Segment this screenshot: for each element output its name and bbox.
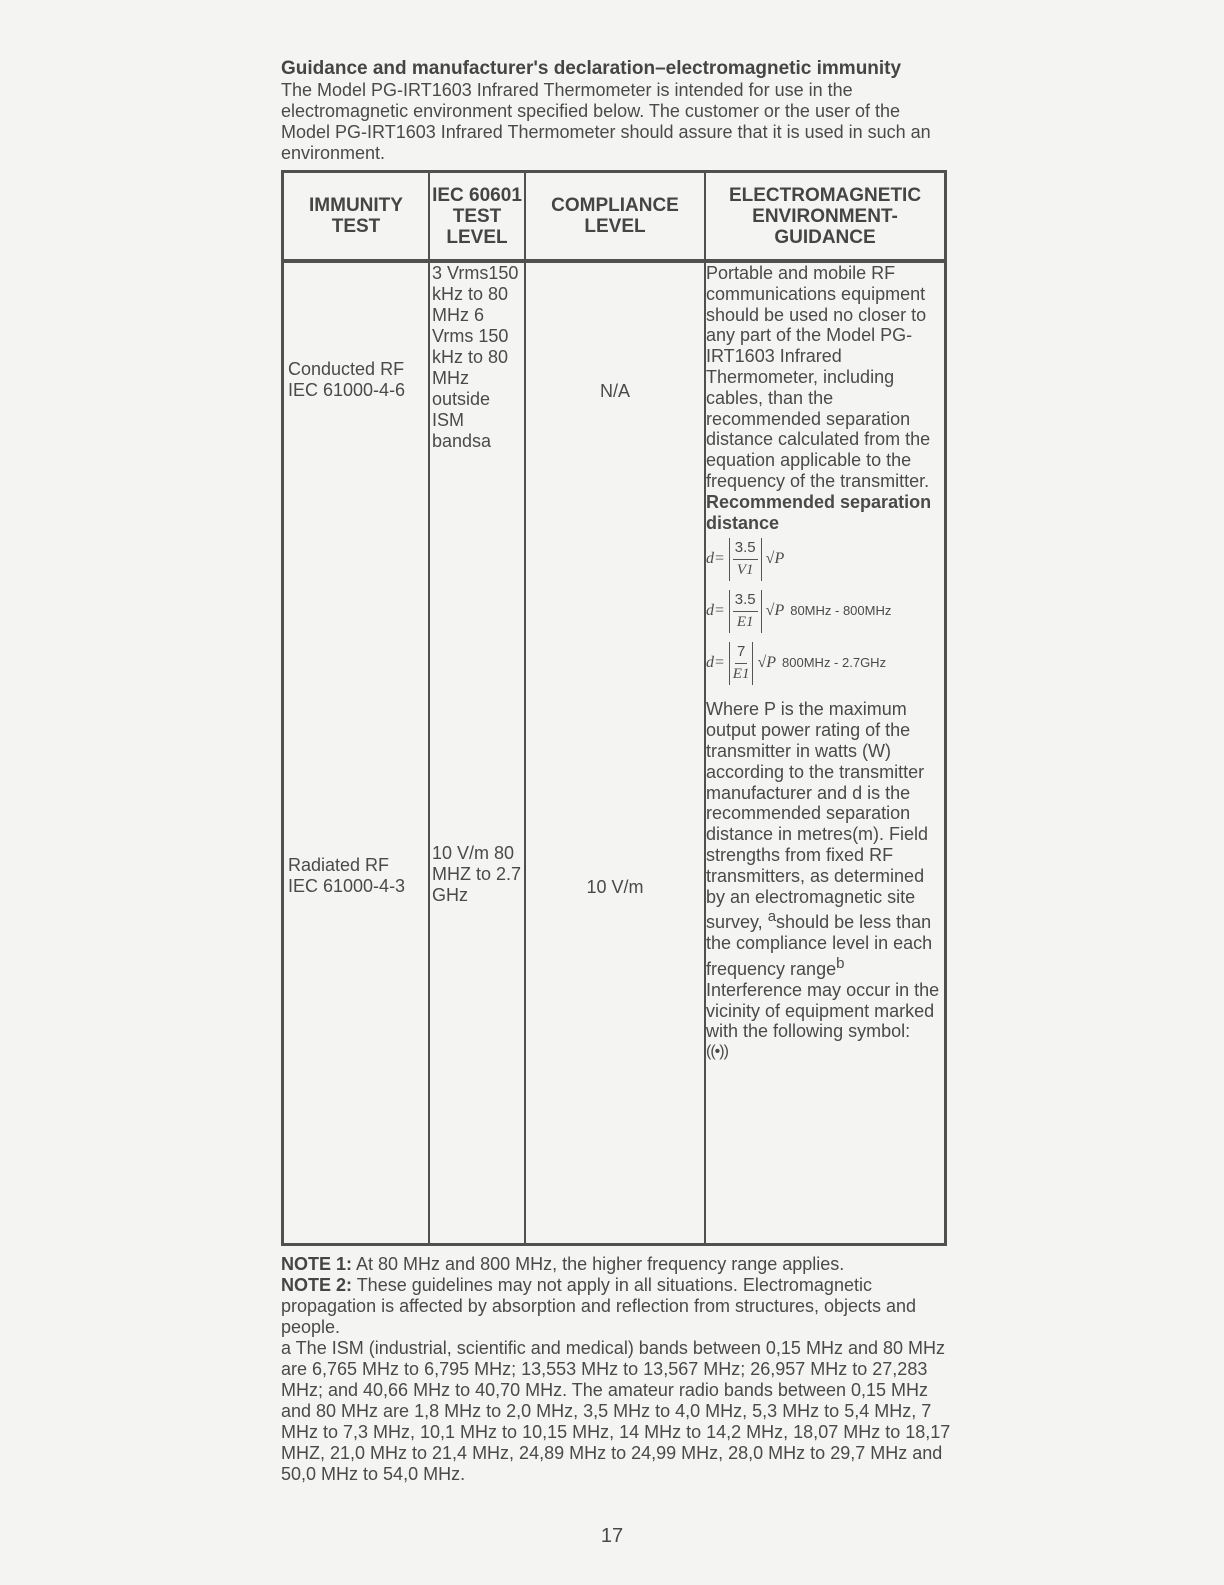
header-iec-test-level: IEC 60601 TEST LEVEL bbox=[429, 172, 525, 262]
note-2-label: NOTE 2: bbox=[281, 1275, 353, 1295]
immunity-test-cell bbox=[283, 261, 430, 1245]
radiated-test: Radiated RF IEC 61000-4-3 bbox=[288, 855, 406, 896]
non-ionizing-radiation-icon: ((•)) bbox=[706, 1043, 728, 1061]
compliance-level-cell bbox=[525, 261, 705, 1245]
note-1-text: At 80 MHz and 800 MHz, the higher frequency range applies. bbox=[352, 1254, 845, 1274]
formula-fraction bbox=[729, 538, 762, 581]
guidance-where-text: Where P is the maximum output power rating of the transmitter in watts (W) according to the transmitter manufacturer and d is the recommended separation distance in metres(m). Field strengths from fixed RF transmitters, as determined by an electromagnetic site survey, bbox=[706, 699, 929, 933]
guidance-text-2 bbox=[706, 699, 944, 1042]
footnote-a-marker: a bbox=[767, 908, 777, 926]
formula-2 bbox=[706, 585, 944, 637]
formula-d: d= bbox=[706, 601, 725, 619]
note-2-text: These guidelines may not apply in all situations. Electromagnetic propagation is affected by absorption and reflection from structures, objects and people. bbox=[281, 1275, 917, 1337]
formula-d: d= bbox=[706, 653, 725, 671]
formula-numerator: 3.5 bbox=[733, 590, 758, 612]
formula-sqrt: √P bbox=[757, 653, 777, 671]
guidance-interference-text: Interference may occur in the vicinity of equipment marked with the following symbol: bbox=[706, 979, 940, 1042]
formula-denominator: V1 bbox=[736, 561, 754, 578]
formula-sqrt: √P bbox=[765, 549, 785, 567]
radiated-compliance: 10 V/m bbox=[586, 877, 644, 897]
conducted-test: Conducted RF IEC 61000-4-6 bbox=[288, 359, 406, 400]
formula-denominator: E1 bbox=[736, 613, 754, 630]
guidance-cell bbox=[705, 261, 946, 1245]
table-header-row bbox=[283, 172, 946, 262]
notes-section bbox=[281, 1254, 951, 1485]
test-level-cell bbox=[429, 261, 525, 1245]
footnote-b-marker: b bbox=[836, 954, 845, 972]
radiated-level: 10 V/m 80 MHZ to 2.7 GHz bbox=[432, 843, 522, 905]
formula-d: d= bbox=[706, 549, 725, 567]
conducted-compliance: N/A bbox=[599, 381, 630, 401]
recommended-heading: Recommended separation distance bbox=[706, 491, 932, 533]
formula-fraction bbox=[729, 642, 754, 685]
footnote-a: a The ISM (industrial, scientific and medical) bands between 0,15 MHz and 80 MHz are 6,765 MHz to 6,795 MHz; 13,553 MHz to 13,567 MHz; 26,957 MHz to 27,283 MHz; and 40,66 MHz to 40,70 MHz. The amateur radio bands between 0,15 MHz and 80 MHz are 1,8 MHz to 2,0 MHz, 3,5 MHz to 4,0 MHz, 5,3 MHz to 5,4 MHz, 7 MHz to 7,3 MHz, 10,1 MHz to 10,15 MHz, 14 MHz to 14,2 MHz, 18,07 MHz to 18,17 MHZ, 21,0 MHz to 21,4 MHz, 24,89 MHz to 24,99 MHz, 28,0 MHz to 29,7 MHz and 50,0 MHz to 54,0 MHz. bbox=[281, 1338, 951, 1484]
table-row bbox=[283, 261, 946, 1245]
header-immunity-test: IMMUNITY TEST bbox=[283, 172, 430, 262]
page-title: Guidance and manufacturer's declaration–electromagnetic immunity bbox=[281, 58, 902, 79]
note-1-label: NOTE 1: bbox=[281, 1254, 353, 1274]
page-number: 17 bbox=[600, 1525, 624, 1547]
formula-range: 80MHz - 800MHz bbox=[790, 602, 892, 618]
header-compliance-level: COMPLIANCE LEVEL bbox=[525, 172, 705, 262]
formula-denominator: E1 bbox=[732, 665, 750, 682]
conducted-level: 3 Vrms150 kHz to 80 MHz 6 Vrms 150 kHz to 80 MHz outside ISM bandsa bbox=[432, 263, 519, 451]
formula-sqrt: √P bbox=[765, 601, 785, 619]
formula-fraction bbox=[729, 590, 762, 633]
header-em-guidance: ELECTROMAGNETIC ENVIRONMENT-GUIDANCE bbox=[705, 172, 946, 262]
guidance-text-1: Portable and mobile RF communications equipment should be used no closer to any part of the Model PG-IRT1603 Infrared Thermometer, including cables, than the recommended separation distance calculated from the equation applicable to the frequency of the transmitter. bbox=[706, 263, 931, 491]
immunity-table bbox=[281, 170, 947, 1246]
intro-paragraph: The Model PG-IRT1603 Infrared Thermometer is intended for use in the electromagnetic environment specified below. The customer or the user of the Model PG-IRT1603 Infrared Thermometer should assure that it is used in such an environment. bbox=[281, 80, 931, 163]
formula-3 bbox=[706, 637, 944, 689]
note-2 bbox=[281, 1275, 951, 1338]
formula-numerator: 3.5 bbox=[733, 538, 758, 560]
formula-range: 800MHz - 2.7GHz bbox=[782, 654, 887, 670]
formula-numerator: 7 bbox=[735, 642, 747, 664]
guidance-compliance-text: should be less than the compliance level in each frequency range bbox=[706, 912, 933, 979]
note-1 bbox=[281, 1254, 951, 1275]
document-page bbox=[281, 58, 951, 1485]
formula-1 bbox=[706, 533, 944, 585]
